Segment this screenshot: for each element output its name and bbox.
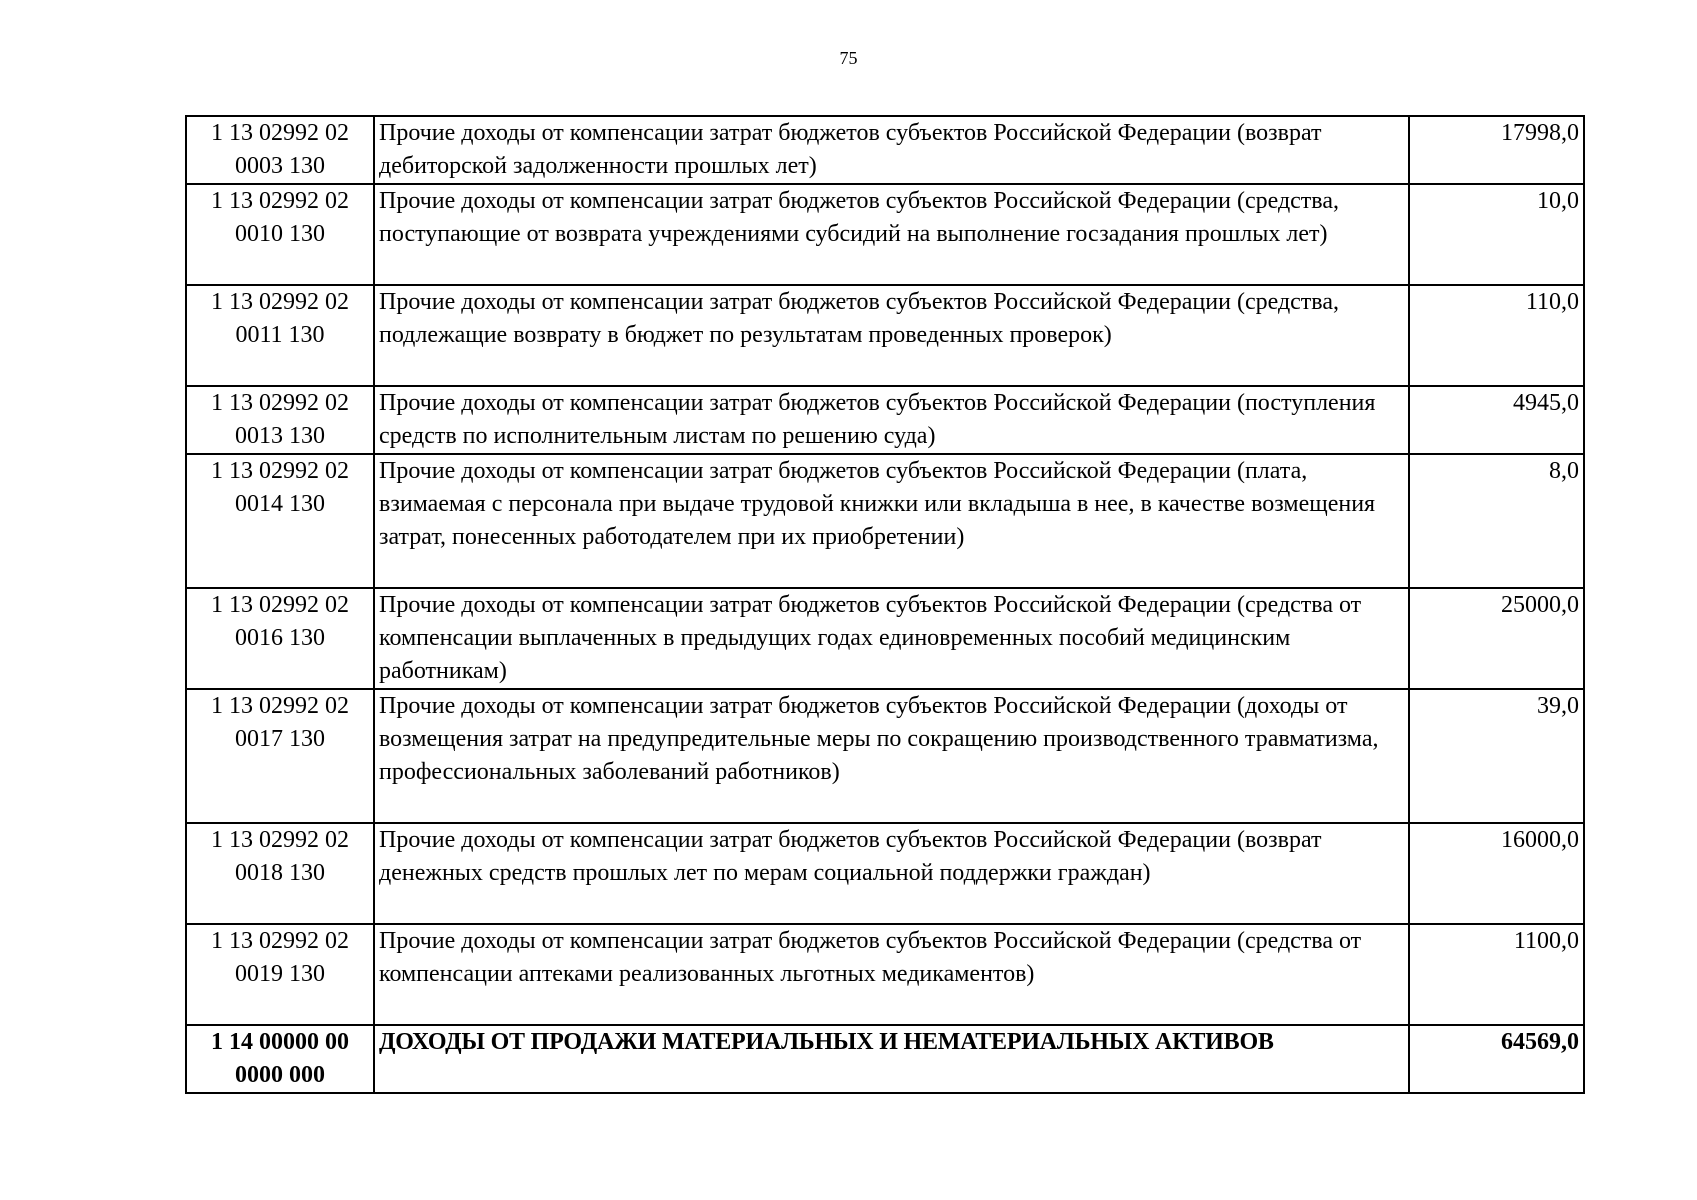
row-amount: 110,0 (1409, 285, 1584, 386)
row-name: Прочие доходы от компенсации затрат бюджетов субъектов Российской Федерации (поступления средств по исполнительным листам по решению суда) (374, 386, 1409, 454)
table-row (186, 924, 1584, 1025)
table-row (186, 386, 1584, 454)
row-code: 1 13 02992 02 0014 130 (186, 454, 374, 588)
row-code: 1 13 02992 02 0003 130 (186, 116, 374, 184)
row-name: ДОХОДЫ ОТ ПРОДАЖИ МАТЕРИАЛЬНЫХ И НЕМАТЕРИАЛЬНЫХ АКТИВОВ (374, 1025, 1409, 1093)
table-row (186, 689, 1584, 823)
row-code: 1 14 00000 00 0000 000 (186, 1025, 374, 1093)
row-name: Прочие доходы от компенсации затрат бюджетов субъектов Российской Федерации (средства от компенсации аптеками реализованных льготных медикаментов) (374, 924, 1409, 1025)
row-amount: 39,0 (1409, 689, 1584, 823)
row-code: 1 13 02992 02 0013 130 (186, 386, 374, 454)
row-code: 1 13 02992 02 0018 130 (186, 823, 374, 924)
row-name: Прочие доходы от компенсации затрат бюджетов субъектов Российской Федерации (средства от компенсации выплаченных в предыдущих годах единовременных пособий медицинским работникам) (374, 588, 1409, 689)
row-name: Прочие доходы от компенсации затрат бюджетов субъектов Российской Федерации (средства, поступающие от возврата учреждениями субсидий на выполнение госзадания прошлых лет) (374, 184, 1409, 285)
page-number: 75 (839, 48, 858, 68)
row-code: 1 13 02992 02 0019 130 (186, 924, 374, 1025)
row-amount: 64569,0 (1409, 1025, 1584, 1093)
row-amount: 4945,0 (1409, 386, 1584, 454)
row-name: Прочие доходы от компенсации затрат бюджетов субъектов Российской Федерации (средства, подлежащие возврату в бюджет по результатам проведенных проверок) (374, 285, 1409, 386)
row-amount: 10,0 (1409, 184, 1584, 285)
table-row (186, 285, 1584, 386)
table-row (186, 116, 1584, 184)
table-row (186, 823, 1584, 924)
row-code: 1 13 02992 02 0011 130 (186, 285, 374, 386)
row-name: Прочие доходы от компенсации затрат бюджетов субъектов Российской Федерации (возврат денежных средств прошлых лет по мерам социальной поддержки граждан) (374, 823, 1409, 924)
row-amount: 1100,0 (1409, 924, 1584, 1025)
row-code: 1 13 02992 02 0016 130 (186, 588, 374, 689)
row-amount: 17998,0 (1409, 116, 1584, 184)
row-name: Прочие доходы от компенсации затрат бюджетов субъектов Российской Федерации (возврат дебиторской задолженности прошлых лет) (374, 116, 1409, 184)
row-amount: 16000,0 (1409, 823, 1584, 924)
row-name: Прочие доходы от компенсации затрат бюджетов субъектов Российской Федерации (доходы от возмещения затрат на предупредительные меры по сокращению производственного травматизма, профессиональных заболеваний работников) (374, 689, 1409, 823)
budget-table (185, 115, 1585, 1094)
row-amount: 25000,0 (1409, 588, 1584, 689)
row-amount: 8,0 (1409, 454, 1584, 588)
table-row (186, 184, 1584, 285)
row-code: 1 13 02992 02 0017 130 (186, 689, 374, 823)
table-row (186, 454, 1584, 588)
table-row-total (186, 1025, 1584, 1093)
row-code: 1 13 02992 02 0010 130 (186, 184, 374, 285)
table-row (186, 588, 1584, 689)
row-name: Прочие доходы от компенсации затрат бюджетов субъектов Российской Федерации (плата, взимаемая с персонала при выдаче трудовой книжки или вкладыша в нее, в качестве возмещения затрат, понесенных работодателем при их приобретении) (374, 454, 1409, 588)
